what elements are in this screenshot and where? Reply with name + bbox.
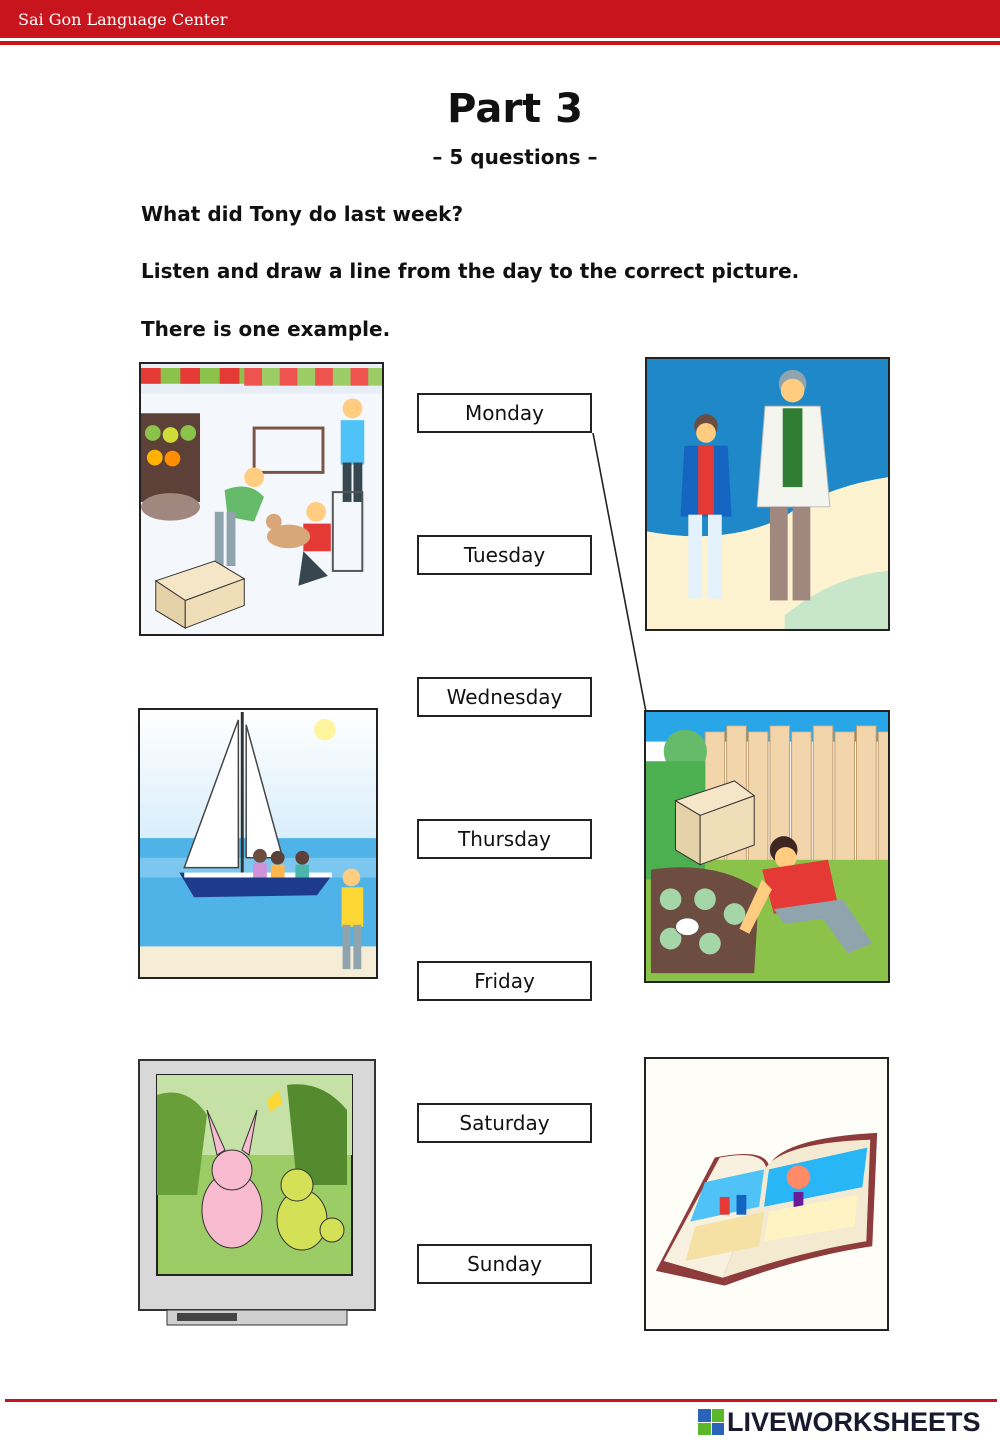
picture-sailing-boat[interactable]	[138, 708, 378, 979]
brand-name: LIVEWORKSHEETS	[727, 1406, 981, 1437]
day-box-thursday[interactable]: Thursday	[417, 819, 592, 859]
day-box-friday[interactable]: Friday	[417, 961, 592, 1001]
page-title: Part 3	[447, 86, 583, 132]
header-bar	[0, 0, 1000, 38]
brand-grid-icon	[698, 1409, 724, 1435]
picture-book[interactable]	[644, 1057, 889, 1331]
picture-television[interactable]	[137, 1055, 377, 1329]
header-divider	[0, 41, 1000, 45]
picture-garden[interactable]	[644, 710, 890, 983]
question-text: What did Tony do last week?	[141, 202, 464, 226]
center-name: Sai Gon Language Center	[18, 10, 228, 29]
day-box-monday[interactable]: Monday	[417, 393, 592, 433]
day-box-sunday[interactable]: Sunday	[417, 1244, 592, 1284]
liveworksheets-logo	[698, 1407, 981, 1437]
instruction-text: Listen and draw a line from the day to the correct picture.	[141, 259, 800, 283]
day-box-wednesday[interactable]: Wednesday	[417, 677, 592, 717]
footer-divider	[5, 1399, 997, 1402]
page-subtitle: – 5 questions –	[432, 145, 598, 169]
picture-beach-walk[interactable]	[645, 357, 890, 631]
day-box-tuesday[interactable]: Tuesday	[417, 535, 592, 575]
example-note: There is one example.	[141, 317, 391, 341]
day-box-saturday[interactable]: Saturday	[417, 1103, 592, 1143]
picture-market-puppy[interactable]	[139, 362, 384, 636]
